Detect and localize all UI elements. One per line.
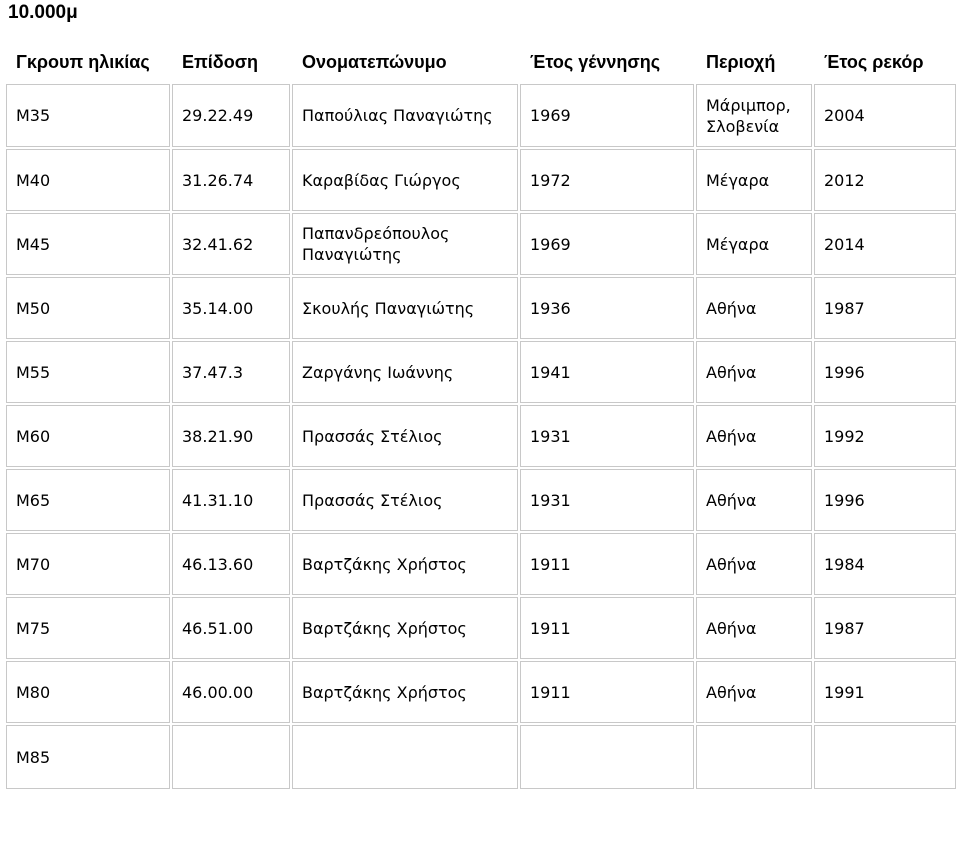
cell-record-year: 1987 <box>814 597 956 659</box>
table-row <box>6 661 956 723</box>
cell-performance: 32.41.62 <box>172 213 290 275</box>
cell-birth-year: 1911 <box>520 661 694 723</box>
page-title: 10.000μ <box>8 2 78 23</box>
cell-record-year: 2004 <box>814 84 956 147</box>
cell-record-year: 2014 <box>814 213 956 275</box>
cell-region: Αθήνα <box>696 405 812 467</box>
cell-region: Αθήνα <box>696 597 812 659</box>
cell-full-name: Παπούλιας Παναγιώτης <box>292 84 518 147</box>
table-row <box>6 84 956 147</box>
cell-full-name: Βαρτζάκης Χρήστος <box>292 597 518 659</box>
cell-age-group: M55 <box>6 341 170 403</box>
cell-region: Μέγαρα <box>696 213 812 275</box>
cell-performance: 41.31.10 <box>172 469 290 531</box>
cell-record-year: 1996 <box>814 341 956 403</box>
cell-full-name: Παπανδρεόπουλος Παναγιώτης <box>292 213 518 275</box>
cell-birth-year: 1931 <box>520 405 694 467</box>
cell-region: Μάριμπορ, Σλοβενία <box>696 84 812 147</box>
cell-birth-year: 1931 <box>520 469 694 531</box>
header-record-year: Έτος ρεκόρ <box>814 36 956 82</box>
header-birth-year: Έτος γέννησης <box>520 36 694 82</box>
header-region: Περιοχή <box>696 36 812 82</box>
cell-age-group: M50 <box>6 277 170 339</box>
cell-birth-year: 1969 <box>520 84 694 147</box>
table-row <box>6 149 956 211</box>
cell-region <box>696 725 812 789</box>
cell-record-year: 1996 <box>814 469 956 531</box>
cell-birth-year: 1969 <box>520 213 694 275</box>
header-full-name: Ονοματεπώνυμο <box>292 36 518 82</box>
header-row <box>6 36 956 82</box>
cell-age-group: M75 <box>6 597 170 659</box>
table-row <box>6 405 956 467</box>
cell-record-year: 1991 <box>814 661 956 723</box>
cell-birth-year <box>520 725 694 789</box>
cell-full-name <box>292 725 518 789</box>
cell-record-year <box>814 725 956 789</box>
table-row <box>6 213 956 275</box>
cell-performance: 46.51.00 <box>172 597 290 659</box>
cell-full-name: Σκουλής Παναγιώτης <box>292 277 518 339</box>
cell-age-group: M40 <box>6 149 170 211</box>
cell-age-group: M35 <box>6 84 170 147</box>
cell-age-group: M80 <box>6 661 170 723</box>
cell-full-name: Πρασσάς Στέλιος <box>292 469 518 531</box>
table-row <box>6 533 956 595</box>
cell-birth-year: 1972 <box>520 149 694 211</box>
table-row <box>6 469 956 531</box>
cell-performance: 37.47.3 <box>172 341 290 403</box>
cell-full-name: Καραβίδας Γιώργος <box>292 149 518 211</box>
header-performance: Επίδοση <box>172 36 290 82</box>
records-table <box>4 34 958 791</box>
cell-age-group: M65 <box>6 469 170 531</box>
cell-region: Αθήνα <box>696 341 812 403</box>
cell-age-group: M70 <box>6 533 170 595</box>
cell-performance: 46.00.00 <box>172 661 290 723</box>
table-row <box>6 597 956 659</box>
cell-full-name: Ζαργάνης Ιωάννης <box>292 341 518 403</box>
cell-record-year: 1987 <box>814 277 956 339</box>
table-row <box>6 341 956 403</box>
cell-region: Αθήνα <box>696 277 812 339</box>
cell-birth-year: 1936 <box>520 277 694 339</box>
cell-record-year: 2012 <box>814 149 956 211</box>
cell-full-name: Βαρτζάκης Χρήστος <box>292 533 518 595</box>
cell-record-year: 1992 <box>814 405 956 467</box>
table-row <box>6 277 956 339</box>
cell-birth-year: 1911 <box>520 533 694 595</box>
cell-full-name: Βαρτζάκης Χρήστος <box>292 661 518 723</box>
cell-performance <box>172 725 290 789</box>
cell-age-group: M45 <box>6 213 170 275</box>
cell-performance: 31.26.74 <box>172 149 290 211</box>
header-age-group: Γκρουπ ηλικίας <box>6 36 170 82</box>
cell-region: Μέγαρα <box>696 149 812 211</box>
cell-performance: 29.22.49 <box>172 84 290 147</box>
cell-performance: 35.14.00 <box>172 277 290 339</box>
cell-performance: 38.21.90 <box>172 405 290 467</box>
cell-region: Αθήνα <box>696 533 812 595</box>
cell-birth-year: 1911 <box>520 597 694 659</box>
cell-age-group: M60 <box>6 405 170 467</box>
cell-birth-year: 1941 <box>520 341 694 403</box>
cell-record-year: 1984 <box>814 533 956 595</box>
cell-region: Αθήνα <box>696 469 812 531</box>
table-row <box>6 725 956 789</box>
cell-age-group: M85 <box>6 725 170 789</box>
cell-full-name: Πρασσάς Στέλιος <box>292 405 518 467</box>
cell-performance: 46.13.60 <box>172 533 290 595</box>
cell-region: Αθήνα <box>696 661 812 723</box>
